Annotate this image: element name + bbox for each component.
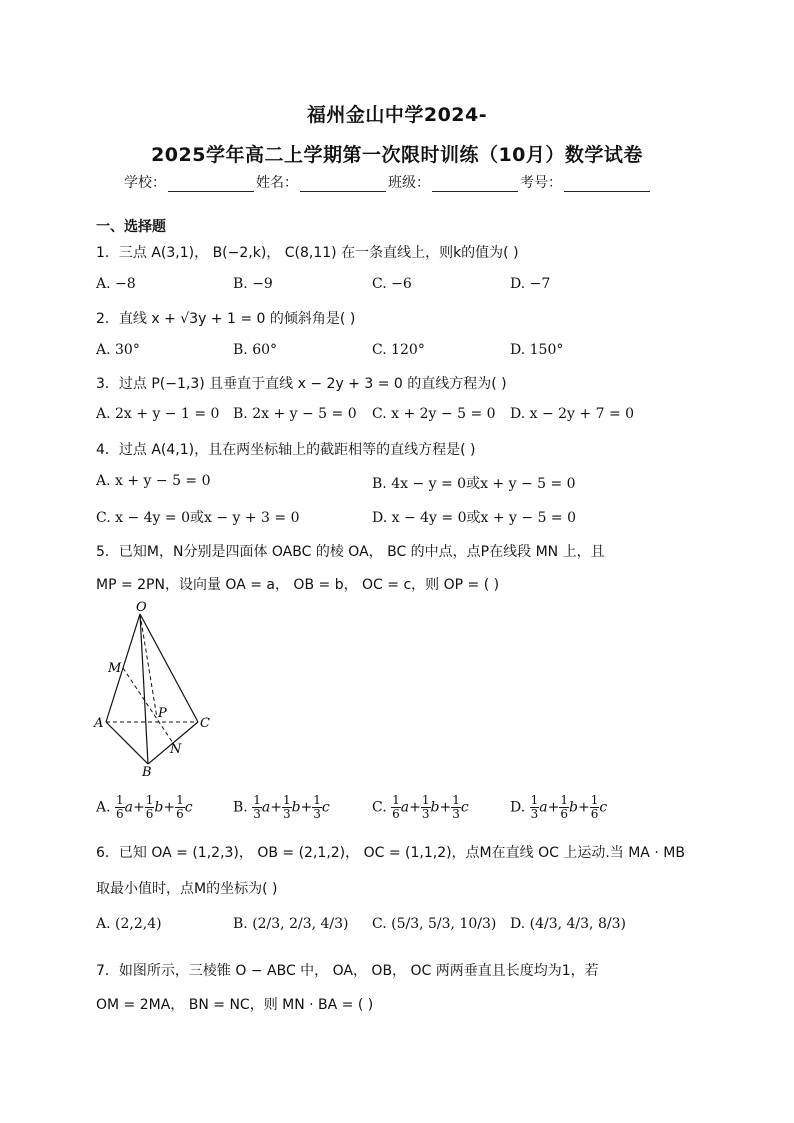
q2-option-d[interactable]: D. 150° <box>510 342 564 358</box>
question-7-stem-line2: OM = 2MA， BN = NC，则 MN · BA = ( ) <box>96 997 374 1013</box>
tetrahedron-figure <box>92 600 222 780</box>
vector-symbol: b <box>569 799 578 816</box>
fraction: $\frac{1}{3}$ <box>313 793 321 821</box>
q2-option-b[interactable]: B. 60° <box>233 342 278 358</box>
q4-option-b[interactable]: B. 4x − y = 0或x + y − 5 = 0 <box>372 476 576 492</box>
school-label: 学校： <box>124 175 166 191</box>
q1-option-d[interactable]: D. −7 <box>510 276 551 292</box>
q4-option-c[interactable]: C. x − 4y = 0或x − y + 3 = 0 <box>96 510 300 526</box>
fig-label-a: A <box>94 716 104 731</box>
fraction: $\frac{1}{6}$ <box>392 793 400 821</box>
q2-option-c[interactable]: C. 120° <box>372 342 425 358</box>
fig-label-c: C <box>200 716 210 731</box>
vector-symbol: a <box>539 799 548 816</box>
q2-option-a[interactable]: A. 30° <box>96 342 140 358</box>
vector-symbol: b <box>291 799 301 816</box>
question-5-stem: 5．已知M，N分别是四面体 OABC 的棱 OA， BC 的中点，点P在线段 MN 上，且 <box>96 544 605 560</box>
vector-symbol: a <box>400 799 410 816</box>
q5-option-b[interactable] <box>233 794 330 821</box>
fig-label-b: B <box>142 765 152 780</box>
question-2-options <box>96 342 716 366</box>
q3-option-a[interactable]: A. 2x + y − 1 = 0 <box>96 406 220 422</box>
school-blank[interactable] <box>168 177 254 192</box>
question-2-stem: 2．直线 x + √3y + 1 = 0 的倾斜角是( ) <box>96 311 356 327</box>
fraction: $\frac{1}{6}$ <box>176 793 184 821</box>
plus-sign: + <box>270 799 282 816</box>
q5-option-label: D. <box>510 799 530 816</box>
question-5-options <box>96 794 716 828</box>
fig-label-p: P <box>158 706 167 721</box>
q5-option-a[interactable] <box>96 794 193 821</box>
vector-symbol: c <box>321 799 330 816</box>
fraction: $\frac{1}{6}$ <box>590 793 599 821</box>
vector-symbol: a <box>124 799 134 816</box>
fig-label-n: N <box>170 742 182 757</box>
question-4-options-row2 <box>96 507 716 531</box>
vector-symbol: a <box>261 799 271 816</box>
name-blank[interactable] <box>300 177 386 192</box>
question-3-options <box>96 406 716 430</box>
plus-sign: + <box>300 799 313 816</box>
exam-number-field <box>520 172 652 192</box>
exam-title-line2: 2025学年高二上学期第一次限时训练（10月）数学试卷 <box>151 144 643 166</box>
question-4-stem: 4．过点 A(4,1)，且在两坐标轴上的截距相等的直线方程是( ) <box>96 442 476 458</box>
plus-sign: + <box>547 799 560 816</box>
q5-option-c[interactable] <box>372 794 469 821</box>
plus-sign: + <box>439 799 452 816</box>
fraction: $\frac{1}{3}$ <box>452 793 460 821</box>
vector-symbol: b <box>430 799 440 816</box>
section-title: 一、选择题 <box>96 219 166 235</box>
plus-sign: + <box>163 799 176 816</box>
q6-option-c[interactable]: C. (5/3, 5/3, 10/3) <box>372 916 497 932</box>
question-1-options <box>96 276 716 300</box>
q4-option-d[interactable]: D. x − 4y = 0或x + y − 5 = 0 <box>372 510 577 526</box>
question-6-options <box>96 916 716 940</box>
name-field <box>256 172 388 192</box>
exam-number-label: 考号： <box>520 175 562 191</box>
q6-option-a[interactable]: A. (2,2,4) <box>96 916 162 932</box>
name-label: 姓名： <box>256 175 298 191</box>
vector-symbol: c <box>599 799 608 816</box>
class-field <box>388 172 520 192</box>
q5-option-label: C. <box>372 799 392 816</box>
fig-label-o: O <box>136 600 147 615</box>
exam-title-line1: 福州金山中学2024- <box>306 104 488 126</box>
exam-number-blank[interactable] <box>564 177 650 192</box>
question-7-stem: 7．如图所示，三棱锥 O − ABC 中， OA， OB， OC 两两垂直且长度均为1，若 <box>96 963 599 979</box>
q6-option-b[interactable]: B. (2/3, 2/3, 4/3) <box>233 916 349 932</box>
class-blank[interactable] <box>432 177 518 192</box>
vector-symbol: c <box>460 799 469 816</box>
plus-sign: + <box>133 799 145 816</box>
q5-option-label: A. <box>96 799 116 816</box>
q1-option-b[interactable]: B. −9 <box>233 276 273 292</box>
q1-option-a[interactable]: A. −8 <box>96 276 136 292</box>
question-4-options-row1 <box>96 473 716 497</box>
q3-option-d[interactable]: D. x − 2y + 7 = 0 <box>510 406 635 422</box>
vector-symbol: b <box>154 799 164 816</box>
question-6-stem: 6．已知 OA = (1,2,3)， OB = (2,1,2)， OC = (1,1,2)，点M在直线 OC 上运动.当 MA · MB <box>96 845 685 861</box>
fig-label-m: M <box>108 661 122 676</box>
q3-option-c[interactable]: C. x + 2y − 5 = 0 <box>372 406 496 422</box>
plus-sign: + <box>577 799 590 816</box>
question-6-stem-line2: 取最小值时，点M的坐标为( ) <box>96 881 278 897</box>
school-field <box>124 172 256 192</box>
q1-option-c[interactable]: C. −6 <box>372 276 412 292</box>
q5-option-label: B. <box>233 799 253 816</box>
fraction: $\frac{1}{3}$ <box>253 793 261 821</box>
q5-option-d[interactable] <box>510 794 607 821</box>
fraction: $\frac{1}{3}$ <box>530 793 539 821</box>
fraction: $\frac{1}{3}$ <box>282 793 291 821</box>
fraction: $\frac{1}{3}$ <box>421 793 430 821</box>
vector-symbol: c <box>184 799 193 816</box>
q3-option-b[interactable]: B. 2x + y − 5 = 0 <box>233 406 357 422</box>
q6-option-d[interactable]: D. (4/3, 4/3, 8/3) <box>510 916 626 932</box>
question-1-stem: 1．三点 A(3,1)， B(−2,k)， C(8,11) 在一条直线上，则k的值为( ) <box>96 245 519 261</box>
q4-option-a[interactable]: A. x + y − 5 = 0 <box>96 473 211 489</box>
question-5-stem-line2: MP = 2PN，设向量 OA = a， OB = b， OC = c，则 OP = ( ) <box>96 577 500 593</box>
fraction: $\frac{1}{6}$ <box>145 793 154 821</box>
student-info-row <box>124 172 652 192</box>
fraction: $\frac{1}{6}$ <box>116 793 124 821</box>
class-label: 班级： <box>388 175 430 191</box>
question-3-stem: 3．过点 P(−1,3) 且垂直于直线 x − 2y + 3 = 0 的直线方程为( ) <box>96 376 507 392</box>
fraction: $\frac{1}{6}$ <box>560 793 569 821</box>
plus-sign: + <box>409 799 421 816</box>
